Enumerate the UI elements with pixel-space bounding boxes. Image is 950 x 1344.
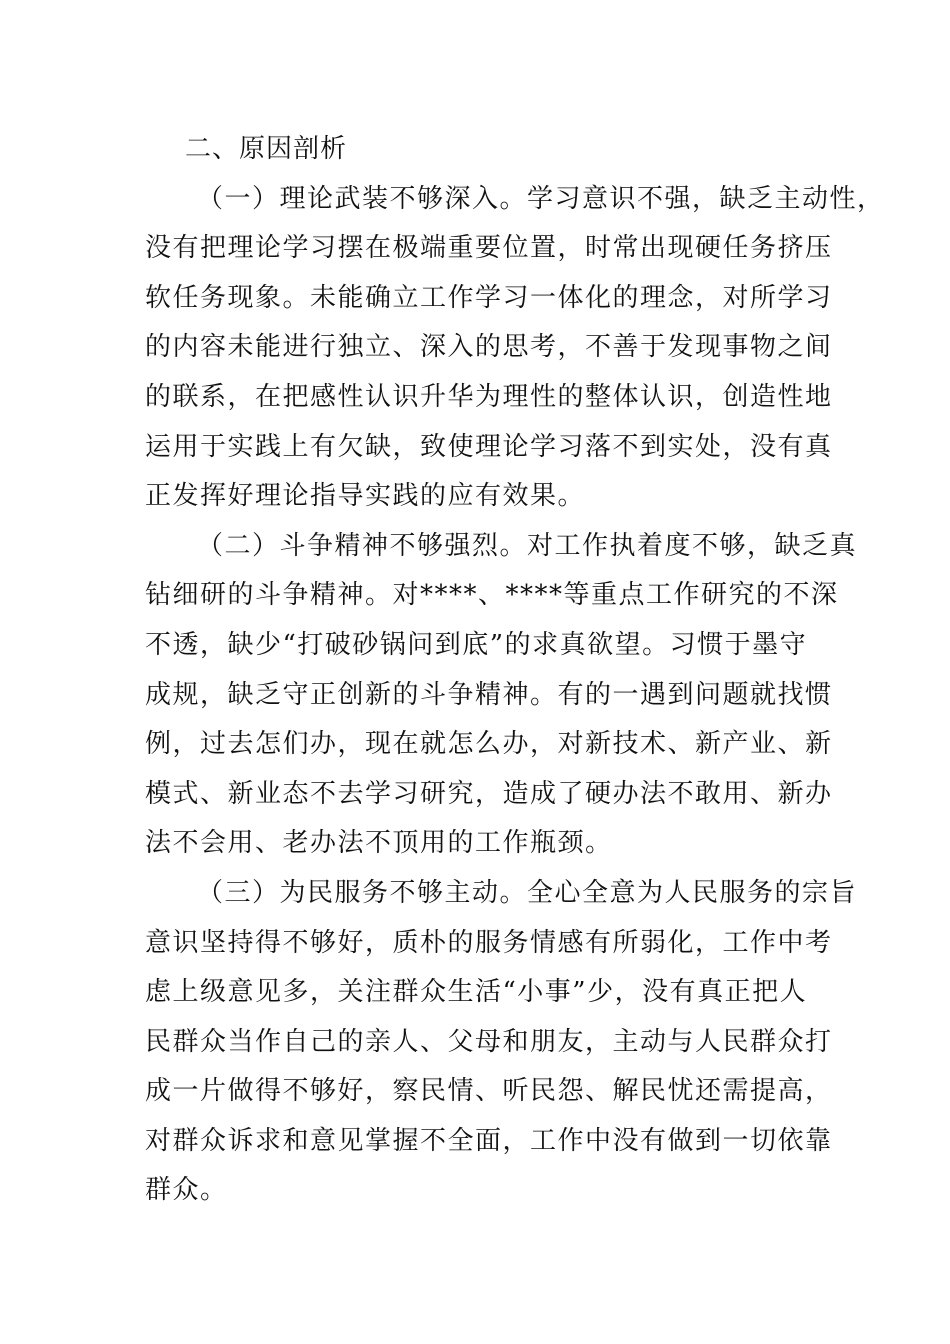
paragraph-line: 正发挥好理论指导实践的应有效果。: [145, 481, 586, 512]
paragraph-line: 群众。: [145, 1175, 228, 1206]
paragraph-line: 模式、新业态不去学习研究，造成了硬办法不敢用、新办: [145, 778, 833, 809]
paragraph-line: 的联系，在把感性认识升华为理性的整体认识，创造性地: [145, 381, 833, 412]
section-heading: 二、原因剖析: [185, 134, 348, 164]
paragraph-line: 运用于实践上有欠缺，致使理论学习落不到实处，没有真: [145, 431, 833, 462]
paragraph-line: 意识坚持得不够好，质朴的服务情感有所弱化，工作中考: [145, 927, 833, 958]
paragraph-line: 成一片做得不够好，察民情、听民怨、解民忧还需提高，: [145, 1076, 833, 1107]
paragraph-line: （二）斗争精神不够强烈。对工作执着度不够，缺乏真: [197, 530, 858, 561]
paragraph-line: 例，过去怎们办，现在就怎么办，对新技术、新产业、新: [145, 729, 833, 760]
paragraph-line: 法不会用、老办法不顶用的工作瓶颈。: [145, 828, 613, 859]
paragraph-line: 的内容未能进行独立、深入的思考，不善于发现事物之间: [145, 332, 833, 363]
paragraph-1: [145, 175, 885, 522]
paragraph-line: 成规，缺乏守正创新的斗争精神。有的一遇到问题就找惯: [145, 679, 833, 710]
paragraph-line: 钻细研的斗争精神。对****、****等重点工作研究的不深: [145, 580, 839, 611]
paragraph-line: （三）为民服务不够主动。全心全意为人民服务的宗旨: [197, 877, 858, 908]
paragraph-line: 虑上级意见多，关注群众生活“小事”少，没有真正把人: [145, 977, 808, 1008]
paragraph-line: （一）理论武装不够深入。学习意识不强，缺乏主动性，: [197, 183, 885, 214]
paragraph-line: 对群众诉求和意见掌握不全面，工作中没有做到一切依靠: [145, 1125, 833, 1156]
paragraph-line: 软任务现象。未能确立工作学习一体化的理念，对所学习: [145, 282, 833, 313]
paragraph-line: 民群众当作自己的亲人、父母和朋友，主动与人民群众打: [145, 1026, 833, 1057]
paragraph-line: 不透，缺少“打破砂锅问到底”的求真欲望。习惯于墨守: [145, 629, 808, 660]
paragraph-line: 没有把理论学习摆在极端重要位置，时常出现硬任务挤压: [145, 233, 833, 264]
paragraph-2: [145, 522, 858, 869]
paragraph-3: [145, 869, 858, 1216]
document-body: [145, 125, 885, 1216]
